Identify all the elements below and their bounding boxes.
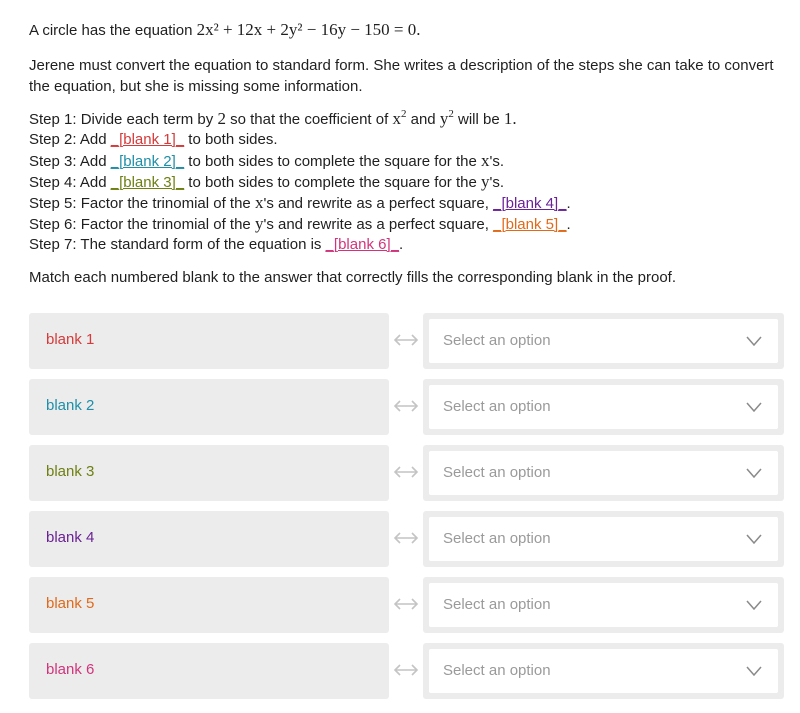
chevron-down-icon	[746, 600, 762, 610]
blank-label: blank 2	[46, 397, 95, 414]
dropdown-placeholder: Select an option	[443, 530, 551, 547]
blank-1-ref: _[blank 1]_	[110, 131, 185, 148]
blank-label-box	[29, 511, 389, 567]
step-5: Step 5: Factor the trinomial of the x's and rewrite as a perfect square, _[blank 4]_.	[29, 193, 571, 212]
context-paragraph: Jerene must convert the equation to standard form. She writes a description of the steps she can take to convert the equation, but she is missing some information.	[29, 57, 774, 95]
step-3: Step 3: Add _[blank 2]_ to both sides to complete the square for the x's.	[29, 151, 504, 170]
blank-label-box	[29, 643, 389, 699]
match-row-4	[29, 511, 784, 567]
dropdown-placeholder: Select an option	[443, 596, 551, 613]
step-2: Step 2: Add _[blank 1]_ to both sides.	[29, 131, 278, 148]
double-arrow-icon	[393, 659, 419, 681]
blank-label: blank 3	[46, 463, 95, 480]
step-6: Step 6: Factor the trinomial of the y's and rewrite as a perfect square, _[blank 5]_.	[29, 214, 571, 233]
answer-dropdown-frame	[423, 445, 784, 501]
blank-label: blank 4	[46, 529, 95, 546]
blank-label-box	[29, 313, 389, 369]
step-1: Step 1: Divide each term by 2 so that the coefficient of $x^2$ and $y^2$ will be 1.	[29, 108, 517, 128]
answer-dropdown-3[interactable]	[429, 451, 778, 495]
steps-list	[29, 108, 571, 255]
match-row-5	[29, 577, 784, 633]
answer-dropdown-frame	[423, 577, 784, 633]
chevron-down-icon	[746, 534, 762, 544]
double-arrow-icon	[393, 461, 419, 483]
y-squared: $y^2$	[439, 108, 454, 128]
blank-label-box	[29, 445, 389, 501]
blank-6-ref: _[blank 6]_	[325, 236, 399, 253]
answer-dropdown-2[interactable]	[429, 385, 778, 429]
chevron-down-icon	[746, 336, 762, 346]
double-arrow-icon	[393, 329, 419, 351]
blank-label: blank 6	[46, 661, 95, 678]
circle-equation: 2x² + 12x + 2y² − 16y − 150 = 0.	[196, 20, 421, 39]
answer-dropdown-frame	[423, 379, 784, 435]
answer-dropdown-frame	[423, 511, 784, 567]
answer-dropdown-frame	[423, 643, 784, 699]
double-arrow-icon	[393, 395, 419, 417]
match-row-2	[29, 379, 784, 435]
answer-dropdown-frame	[423, 313, 784, 369]
answer-dropdown-5[interactable]	[429, 583, 778, 627]
blank-2-ref: _[blank 2]_	[110, 153, 185, 170]
blank-label: blank 1	[46, 331, 95, 348]
step-4: Step 4: Add _[blank 3]_ to both sides to complete the square for the y's.	[29, 172, 504, 191]
double-arrow-icon	[393, 593, 419, 615]
match-row-6	[29, 643, 784, 699]
match-row-3	[29, 445, 784, 501]
chevron-down-icon	[746, 666, 762, 676]
intro-text: A circle has the equation	[29, 22, 197, 39]
step-7: Step 7: The standard form of the equation is _[blank 6]_.	[29, 236, 404, 253]
answer-dropdown-1[interactable]	[429, 319, 778, 363]
dropdown-placeholder: Select an option	[443, 662, 551, 679]
dropdown-placeholder: Select an option	[443, 398, 551, 415]
double-arrow-icon	[393, 527, 419, 549]
problem-statement	[29, 20, 421, 41]
instruction-text: Match each numbered blank to the answer that correctly fills the corresponding blank in the proof.	[29, 269, 677, 286]
blank-label-box	[29, 577, 389, 633]
blank-label-box	[29, 379, 389, 435]
x-squared: $x^2$	[392, 108, 407, 128]
blank-4-ref: _[blank 4]_	[493, 195, 567, 212]
match-row-1	[29, 313, 784, 369]
blank-3-ref: _[blank 3]_	[110, 174, 185, 191]
answer-dropdown-6[interactable]	[429, 649, 778, 693]
chevron-down-icon	[746, 402, 762, 412]
blank-5-ref: _[blank 5]_	[493, 216, 567, 233]
dropdown-placeholder: Select an option	[443, 332, 551, 349]
chevron-down-icon	[746, 468, 762, 478]
blank-label: blank 5	[46, 595, 95, 612]
dropdown-placeholder: Select an option	[443, 464, 551, 481]
answer-dropdown-4[interactable]	[429, 517, 778, 561]
